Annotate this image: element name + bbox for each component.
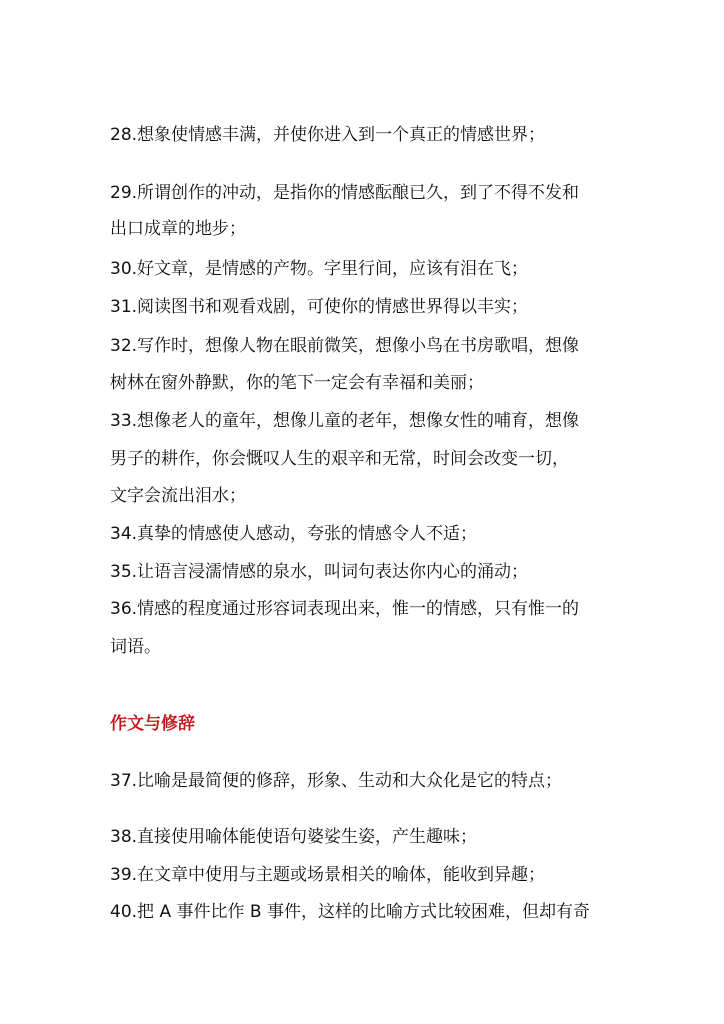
- text-line: 树林在窗外静默，你的笔下一定会有幸福和美丽；: [110, 373, 484, 393]
- text-line: 28.想象使情感丰满，并使你进入到一个真正的情感世界；: [110, 125, 546, 145]
- text-line: 31.阅读图书和观看戏剧，可使你的情感世界得以丰实；: [110, 297, 529, 317]
- text-line: 男子的耕作，你会慨叹人生的艰辛和无常，时间会改变一切，: [110, 449, 569, 469]
- text-line: 29.所谓创作的冲动，是指你的情感酝酿已久，到了不得不发和: [110, 183, 580, 203]
- text-line: 40.把 A 事件比作 B 事件，这样的比喻方式比较困难，但却有奇: [110, 902, 590, 922]
- text-line: 32.写作时，想像人物在眼前微笑，想像小鸟在书房歌唱，想像: [110, 336, 580, 356]
- section-heading: 作文与修辞: [110, 714, 195, 734]
- text-line: 33.想像老人的童年，想像儿童的老年，想像女性的哺育，想像: [110, 411, 580, 431]
- text-line: 38.直接使用喻体能使语句婆娑生姿，产生趣味；: [110, 827, 478, 847]
- text-line: 30.好文章，是情感的产物。字里行间，应该有泪在飞；: [110, 259, 529, 279]
- text-line: 39.在文章中使用与主题或场景相关的喻体，能收到异趣；: [110, 865, 546, 885]
- text-line: 34.真挚的情感使人感动，夸张的情感令人不适；: [110, 524, 478, 544]
- text-line: 文字会流出泪水；: [110, 486, 246, 506]
- text-line: 35.让语言浸濡情感的泉水，叫词句表达你内心的涌动；: [110, 562, 529, 582]
- text-line: 出口成章的地步；: [110, 219, 246, 239]
- text-line: 36.情感的程度通过形容词表现出来，惟一的情感，只有惟一的: [110, 599, 580, 619]
- text-line: 37.比喻是最简便的修辞，形象、生动和大众化是它的特点；: [110, 771, 563, 791]
- text-line: 词语。: [110, 637, 161, 657]
